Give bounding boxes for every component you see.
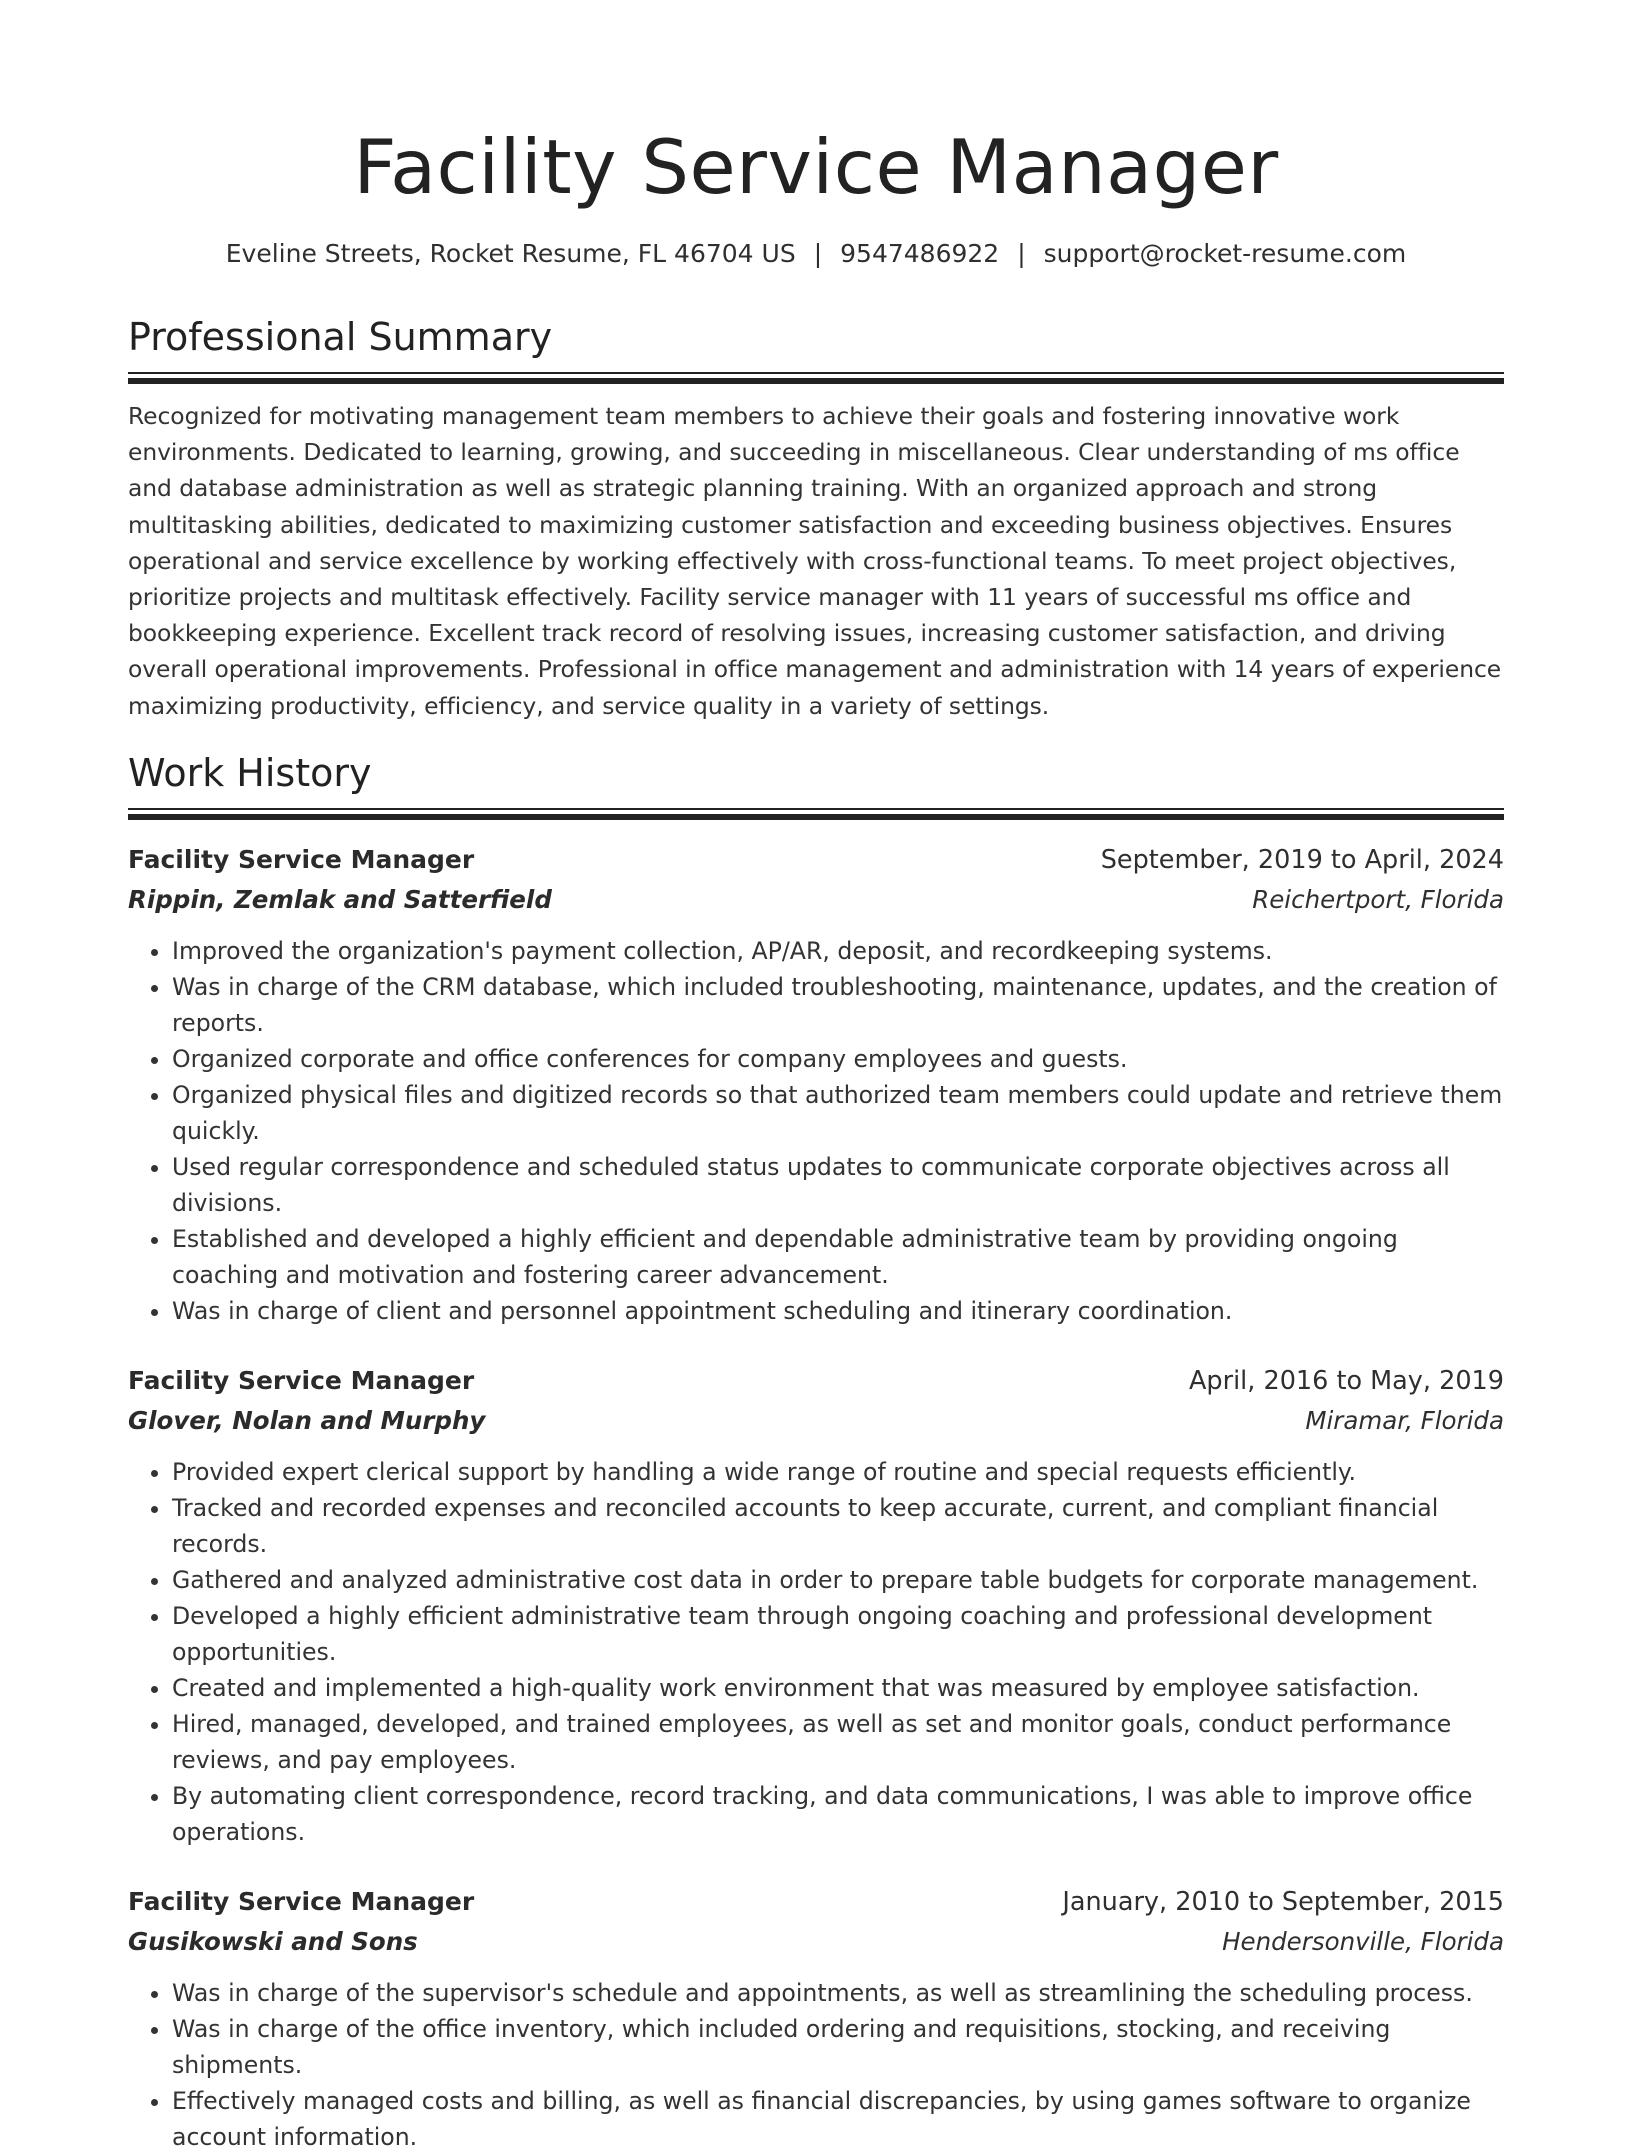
job-dates: January, 2010 to September, 2015 [1062,1886,1504,1917]
work-history-section [128,750,1504,2155]
job-dates: April, 2016 to May, 2019 [1188,1365,1504,1396]
job-entry [128,1882,1504,2155]
job-bullet-list [128,933,1504,1329]
job-bullet: • Tracked and recorded expenses and reconciled accounts to keep accurate, current, and compliant financial records. [172,1490,1504,1562]
contact-separator: | [813,239,823,268]
job-location: Reichertport, Florida [1252,884,1504,914]
job-bullet: • Provided expert clerical support by handling a wide range of routine and special requests efficiently. [172,1454,1504,1490]
job-location: Hendersonville, Florida [1222,1926,1504,1956]
summary-text: Recognized for motivating management team members to achieve their goals and fostering innovative work environments. Dedicated to learning, growing, and succeeding in miscellaneous. Clear understanding of ms office and database administration as well as strategic planning training. With an organized approach and strong multitasking abilities, dedicated to maximizing customer satisfaction and exceeding business objectives. Ensures operational and service excellence by working effectively with cross-functional teams. To meet project objectives, prioritize projects and multitask effectively. Facility service manager with 11 years of successful ms office and bookkeeping experience. Excellent track record of resolving issues, increasing customer satisfaction, and driving overall operational improvements. Professional in office management and administration with 14 years of experience maximizing productivity, efficiency, and service quality in a variety of settings. [128,402,1502,720]
job-entry [128,840,1504,1329]
job-bullet: • Effectively managed costs and billing, as well as financial discrepancies, by using games software to organize account information. [172,2083,1504,2155]
job-bullet: • Created and implemented a high-quality work environment that was measured by employee satisfaction. [172,1670,1504,1706]
job-bullet-list [128,1975,1504,2155]
professional-summary-section [128,315,1504,724]
contact-phone: 9547486922 [840,239,1000,268]
job-location: Miramar, Florida [1305,1405,1504,1435]
job-bullet: • Organized physical files and digitized records so that authorized team members could update and retrieve them quickly. [172,1077,1504,1149]
job-bullet: • By automating client correspondence, record tracking, and data communications, I was able to improve office operations. [172,1778,1504,1850]
job-dates: September, 2019 to April, 2024 [1100,844,1504,875]
job-title: Facility Service Manager [128,844,475,874]
contact-line [128,241,1504,266]
job-entry [128,1361,1504,1850]
job-bullet-list [128,1454,1504,1850]
section-heading-work: Work History [128,750,372,795]
section-divider [128,372,1504,384]
job-bullet: • Developed a highly efficient administrative team through ongoing coaching and professional development opportunities. [172,1598,1504,1670]
job-bullet: • Was in charge of the office inventory, which included ordering and requisitions, stocking, and receiving shipments. [172,2011,1504,2083]
job-bullet: • Was in charge of the supervisor's schedule and appointments, as well as streamlining the scheduling process. [172,1975,1504,2011]
job-bullet: • Established and developed a highly efficient and dependable administrative team by providing ongoing coaching and motivation and fostering career advancement. [172,1221,1504,1293]
job-bullet: • Improved the organization's payment collection, AP/AR, deposit, and recordkeeping systems. [172,933,1504,969]
job-bullet: • Was in charge of client and personnel appointment scheduling and itinerary coordination. [172,1293,1504,1329]
contact-separator: | [1017,239,1026,268]
contact-address: Eveline Streets, Rocket Resume, FL 46704 US [225,239,796,268]
job-company: Rippin, Zemlak and Satterfield [128,884,552,914]
job-bullet: • Was in charge of the CRM database, which included troubleshooting, maintenance, updates, and the creation of reports. [172,969,1504,1041]
section-heading-summary: Professional Summary [128,315,553,359]
job-company: Gusikowski and Sons [128,1926,418,1956]
job-title: Facility Service Manager [128,1365,475,1395]
job-bullet: • Used regular correspondence and scheduled status updates to communicate corporate objectives across all divisions. [172,1149,1504,1221]
section-divider [128,808,1504,820]
resume-name: Facility Service Manager [353,123,1279,211]
job-bullet: • Gathered and analyzed administrative cost data in order to prepare table budgets for corporate management. [172,1562,1504,1598]
job-company: Glover, Nolan and Murphy [128,1405,486,1435]
job-title: Facility Service Manager [128,1886,475,1916]
job-bullet: • Hired, managed, developed, and trained employees, as well as set and monitor goals, conduct performance reviews, and pay employees. [172,1706,1504,1778]
job-bullet: • Organized corporate and office conferences for company employees and guests. [172,1041,1504,1077]
contact-email: support@rocket-resume.com [1043,239,1407,268]
